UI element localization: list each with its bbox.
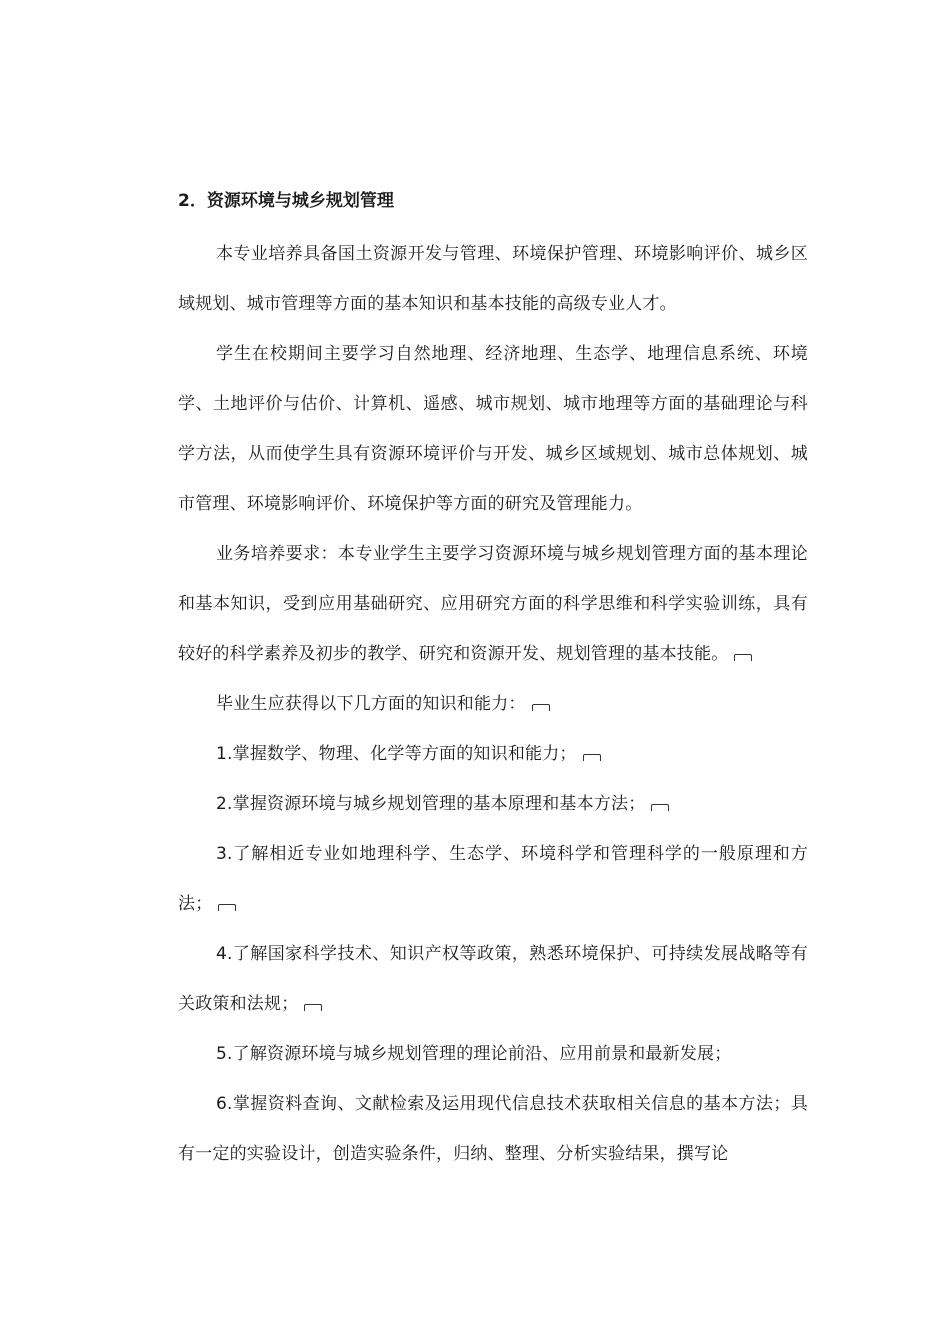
paragraph-text: 2.掌握资源环境与城乡规划管理的基本原理和基本方法； <box>216 794 646 814</box>
paragraph-text: 毕业生应获得以下几方面的知识和能力： <box>216 694 526 714</box>
paragraph-mark-icon <box>304 1004 322 1011</box>
paragraph-mark-icon <box>218 904 236 911</box>
section-heading: 2．资源环境与城乡规划管理 <box>178 191 394 211</box>
paragraph <box>178 829 808 929</box>
paragraph-text: 6.掌握资料查询、文献检索及运用现代信息技术获取相关信息的基本方法；具有一定的实验设计，创造实验条件，归纳、整理、分析实验结果，撰写论 <box>178 1094 808 1164</box>
paragraph-text: 业务培养要求：本专业学生主要学习资源环境与城乡规划管理方面的基本理论和基本知识，受到应用基础研究、应用研究方面的科学思维和科学实验训练，具有较好的科学素养及初步的教学、研究和资源开发、规划管理的基本技能。 <box>178 544 808 664</box>
paragraph-text: 学生在校期间主要学习自然地理、经济地理、生态学、地理信息系统、环境学、土地评价与估价、计算机、遥感、城市规划、城市地理等方面的基础理论与科学方法，从而使学生具有资源环境评价与开发、城乡区域规划、城市总体规划、城市管理、环境影响评价、环境保护等方面的研究及管理能力。 <box>178 344 808 514</box>
paragraph-mark-icon <box>583 754 601 761</box>
paragraph-text: 5.了解资源环境与城乡规划管理的理论前沿、应用前景和最新发展； <box>216 1044 732 1064</box>
paragraph <box>178 779 808 829</box>
paragraph-mark-icon <box>532 704 550 711</box>
paragraph <box>178 329 808 529</box>
paragraph-text: 3.了解相近专业如地理科学、生态学、环境科学和管理科学的一般原理和方法； <box>178 844 808 914</box>
paragraph <box>178 529 808 679</box>
paragraph <box>178 729 808 779</box>
paragraph-mark-icon <box>734 654 752 661</box>
paragraph <box>178 229 808 329</box>
paragraph <box>178 679 808 729</box>
paragraph <box>178 929 808 1029</box>
paragraph-list <box>178 229 808 1179</box>
paragraph <box>178 1079 808 1179</box>
paragraph-text: 本专业培养具备国土资源开发与管理、环境保护管理、环境影响评价、城乡区域规划、城市管理等方面的基本知识和基本技能的高级专业人才。 <box>178 244 808 314</box>
paragraph <box>178 1029 808 1079</box>
paragraph-mark-icon <box>651 804 669 811</box>
paragraph-text: 1.掌握数学、物理、化学等方面的知识和能力； <box>216 744 577 764</box>
document-body <box>178 186 808 1179</box>
paragraph-text: 4.了解国家科学技术、知识产权等政策，熟悉环境保护、可持续发展战略等有关政策和法规； <box>178 944 808 1014</box>
